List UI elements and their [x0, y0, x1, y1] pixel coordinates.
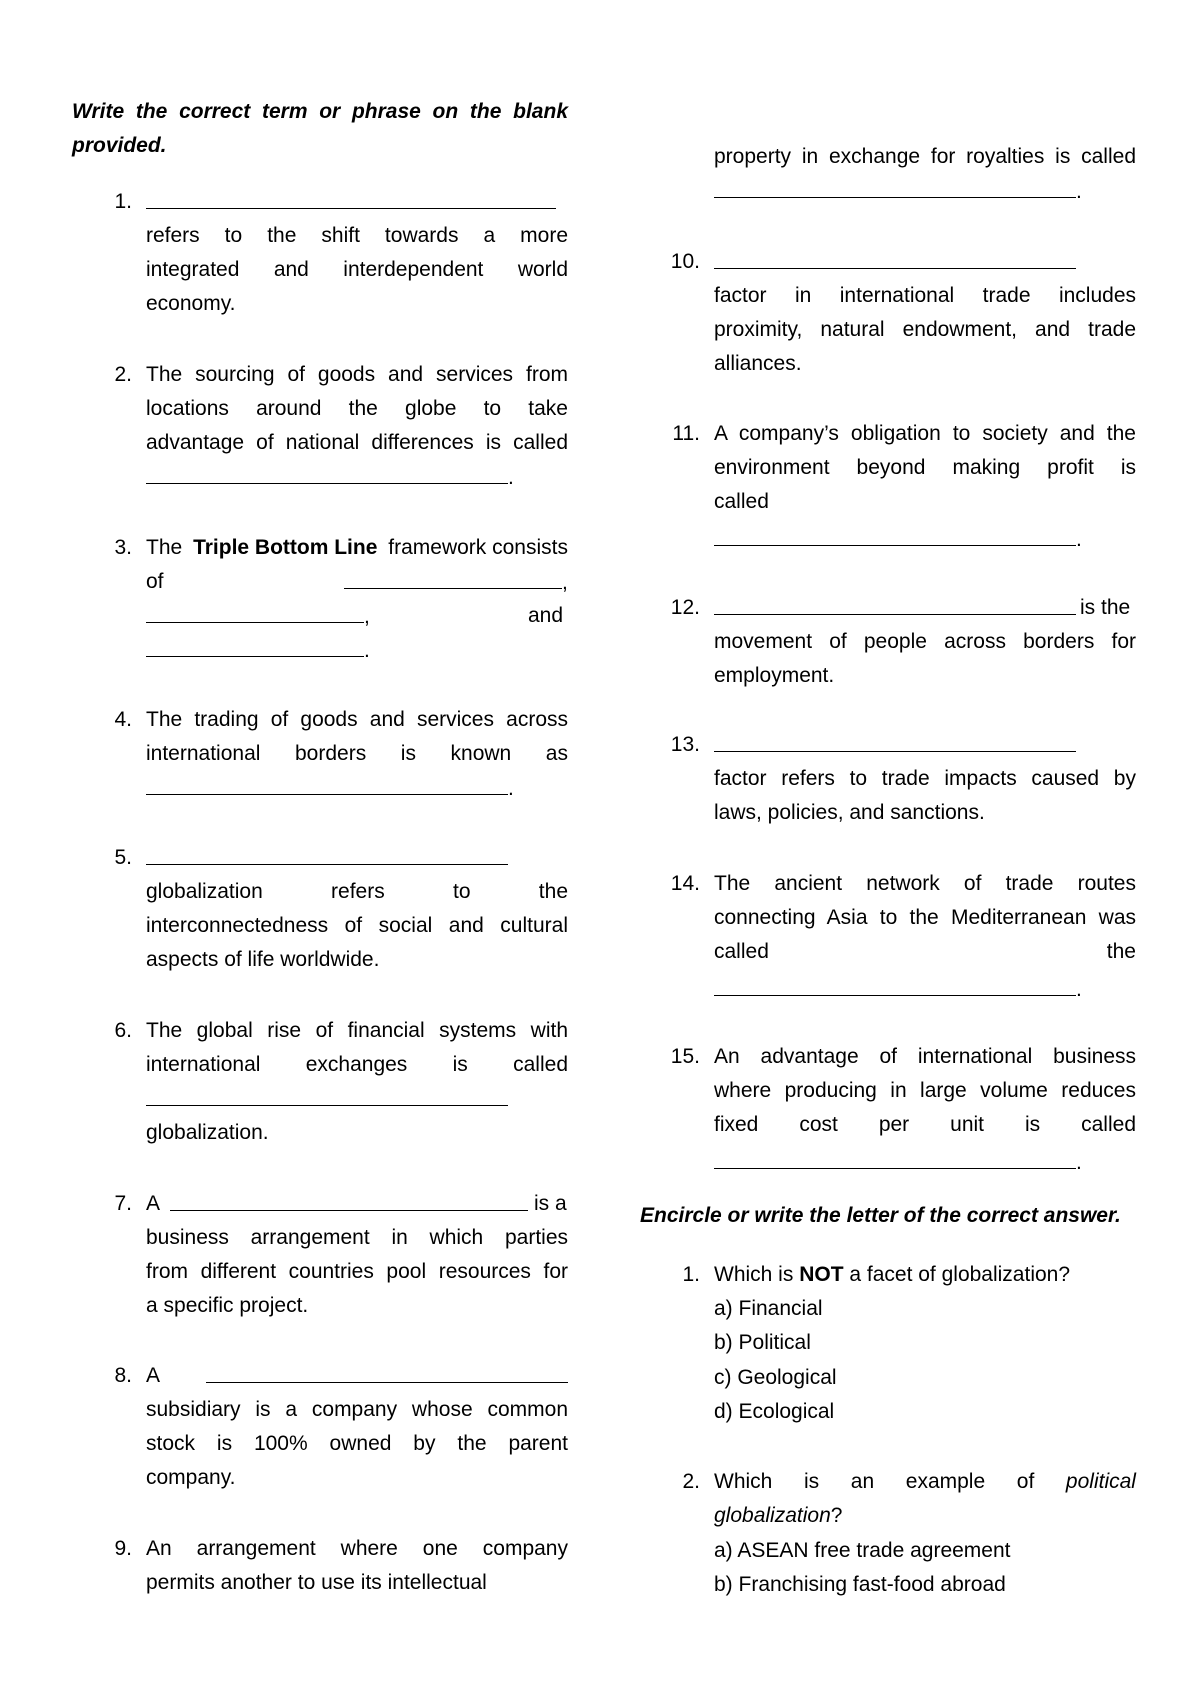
- answer-blank[interactable]: [146, 190, 556, 215]
- answer-blank[interactable]: .: [714, 179, 1082, 204]
- item-text: called: [714, 490, 769, 513]
- answer-blank[interactable]: .: [146, 776, 514, 801]
- item-text: of: [146, 570, 164, 593]
- option-a[interactable]: a) Financial: [714, 1297, 823, 1320]
- answer-blank[interactable]: ,: [344, 570, 568, 595]
- item-text: economy.: [146, 292, 236, 315]
- item-text: is a: [534, 1192, 567, 1215]
- item-text: factor refers to trade impacts caused by: [714, 767, 1136, 790]
- question-number: 1.: [682, 1263, 700, 1286]
- item-text: A company’s obligation to society and the: [714, 422, 1136, 445]
- item-number: 12.: [670, 596, 700, 619]
- item-text: refers to the shift towards a more: [146, 224, 568, 247]
- item-text: locations around the globe to take: [146, 397, 568, 420]
- item-text: subsidiary is a company whose common: [146, 1398, 568, 1421]
- question-number: 2.: [682, 1470, 700, 1493]
- item-text: alliances.: [714, 352, 802, 375]
- section2-heading: Encircle or write the letter of the correct answer.: [640, 1204, 1121, 1227]
- item-number: 3.: [114, 536, 132, 559]
- item-text: proximity, natural endowment, and trade: [714, 318, 1136, 341]
- item-text: from different countries pool resources for: [146, 1260, 568, 1283]
- item-text: property in exchange for royalties is called: [714, 145, 1136, 168]
- item-text: business arrangement in which parties: [146, 1226, 568, 1249]
- option-b[interactable]: b) Political: [714, 1331, 811, 1354]
- item-number: 7.: [114, 1192, 132, 1215]
- item-number: 15.: [670, 1045, 700, 1068]
- item-text: employment.: [714, 664, 835, 687]
- item-text: international borders is known as: [146, 742, 568, 765]
- item-text: An advantage of international business: [714, 1045, 1136, 1068]
- item-text: a specific project.: [146, 1294, 309, 1317]
- item-text: advantage of national differences is called: [146, 431, 568, 454]
- item-text: is the: [1080, 596, 1131, 619]
- question-text: Which is NOT a facet of globalization?: [714, 1263, 1071, 1286]
- item-text: international exchanges is called: [146, 1053, 568, 1076]
- item-text: and: [528, 604, 564, 627]
- item-text: The trading of goods and services across: [146, 708, 568, 731]
- option-d[interactable]: d) Ecological: [714, 1400, 835, 1423]
- item-text: The Triple Bottom Line framework consists: [146, 536, 568, 559]
- answer-blank[interactable]: .: [714, 1150, 1082, 1175]
- item-number: 6.: [114, 1019, 132, 1042]
- answer-blank[interactable]: .: [146, 465, 514, 490]
- option-a[interactable]: a) ASEAN free trade agreement: [714, 1539, 1011, 1562]
- section-heading-line2: provided.: [72, 134, 167, 157]
- item-number: 13.: [670, 733, 700, 756]
- question-text: globalization?: [714, 1504, 843, 1527]
- item-text: globalization refers to the: [146, 880, 568, 903]
- item-text: stock is 100% owned by the parent: [146, 1432, 568, 1455]
- item-number: 2.: [114, 363, 132, 386]
- answer-blank[interactable]: [206, 1364, 568, 1389]
- item-number: 11.: [672, 422, 700, 445]
- section-heading-line1: Write the correct term or phrase on the blank: [72, 100, 568, 123]
- item-number: 4.: [114, 708, 132, 731]
- item-text: connecting Asia to the Mediterranean was: [714, 906, 1136, 929]
- question-text: Which is an example of political: [714, 1470, 1136, 1493]
- answer-blank[interactable]: ,: [146, 604, 370, 629]
- item-number: 5.: [114, 846, 132, 869]
- item-text: company.: [146, 1466, 236, 1489]
- answer-blank[interactable]: .: [714, 977, 1082, 1002]
- item-text: A: [146, 1192, 161, 1215]
- answer-blank[interactable]: [170, 1192, 528, 1217]
- item-text: movement of people across borders for: [714, 630, 1136, 653]
- answer-blank[interactable]: .: [714, 527, 1082, 552]
- item-text: permits another to use its intellectual: [146, 1571, 487, 1594]
- item-text: where producing in large volume reduces: [714, 1079, 1136, 1102]
- item-text: A: [146, 1364, 161, 1387]
- item-text: aspects of life worldwide.: [146, 948, 380, 971]
- item-text: called the: [714, 940, 1136, 963]
- item-text: The sourcing of goods and services from: [146, 363, 568, 386]
- answer-blank[interactable]: [714, 250, 1076, 275]
- item-text: The global rise of financial systems with: [146, 1019, 568, 1042]
- option-b[interactable]: b) Franchising fast-food abroad: [714, 1573, 1006, 1596]
- option-c[interactable]: c) Geological: [714, 1366, 837, 1389]
- item-number: 10.: [670, 250, 700, 273]
- item-text: environment beyond making profit is: [714, 456, 1136, 479]
- item-number: 9.: [114, 1537, 132, 1560]
- item-text: An arrangement where one company: [146, 1537, 568, 1560]
- item-number: 8.: [114, 1364, 132, 1387]
- item-number: 14.: [670, 872, 700, 895]
- item-text: integrated and interdependent world: [146, 258, 568, 281]
- item-text: factor in international trade includes: [714, 284, 1136, 307]
- item-text: interconnectedness of social and cultural: [146, 914, 568, 937]
- answer-blank[interactable]: [714, 596, 1076, 621]
- item-text: laws, policies, and sanctions.: [714, 801, 985, 824]
- item-number: 1.: [114, 190, 132, 213]
- answer-blank[interactable]: [714, 733, 1076, 758]
- answer-blank[interactable]: [146, 1087, 508, 1112]
- item-text: globalization.: [146, 1121, 269, 1144]
- item-text: fixed cost per unit is called: [714, 1113, 1136, 1136]
- item-text: The ancient network of trade routes: [714, 872, 1136, 895]
- answer-blank[interactable]: [146, 846, 508, 871]
- answer-blank[interactable]: .: [146, 638, 370, 663]
